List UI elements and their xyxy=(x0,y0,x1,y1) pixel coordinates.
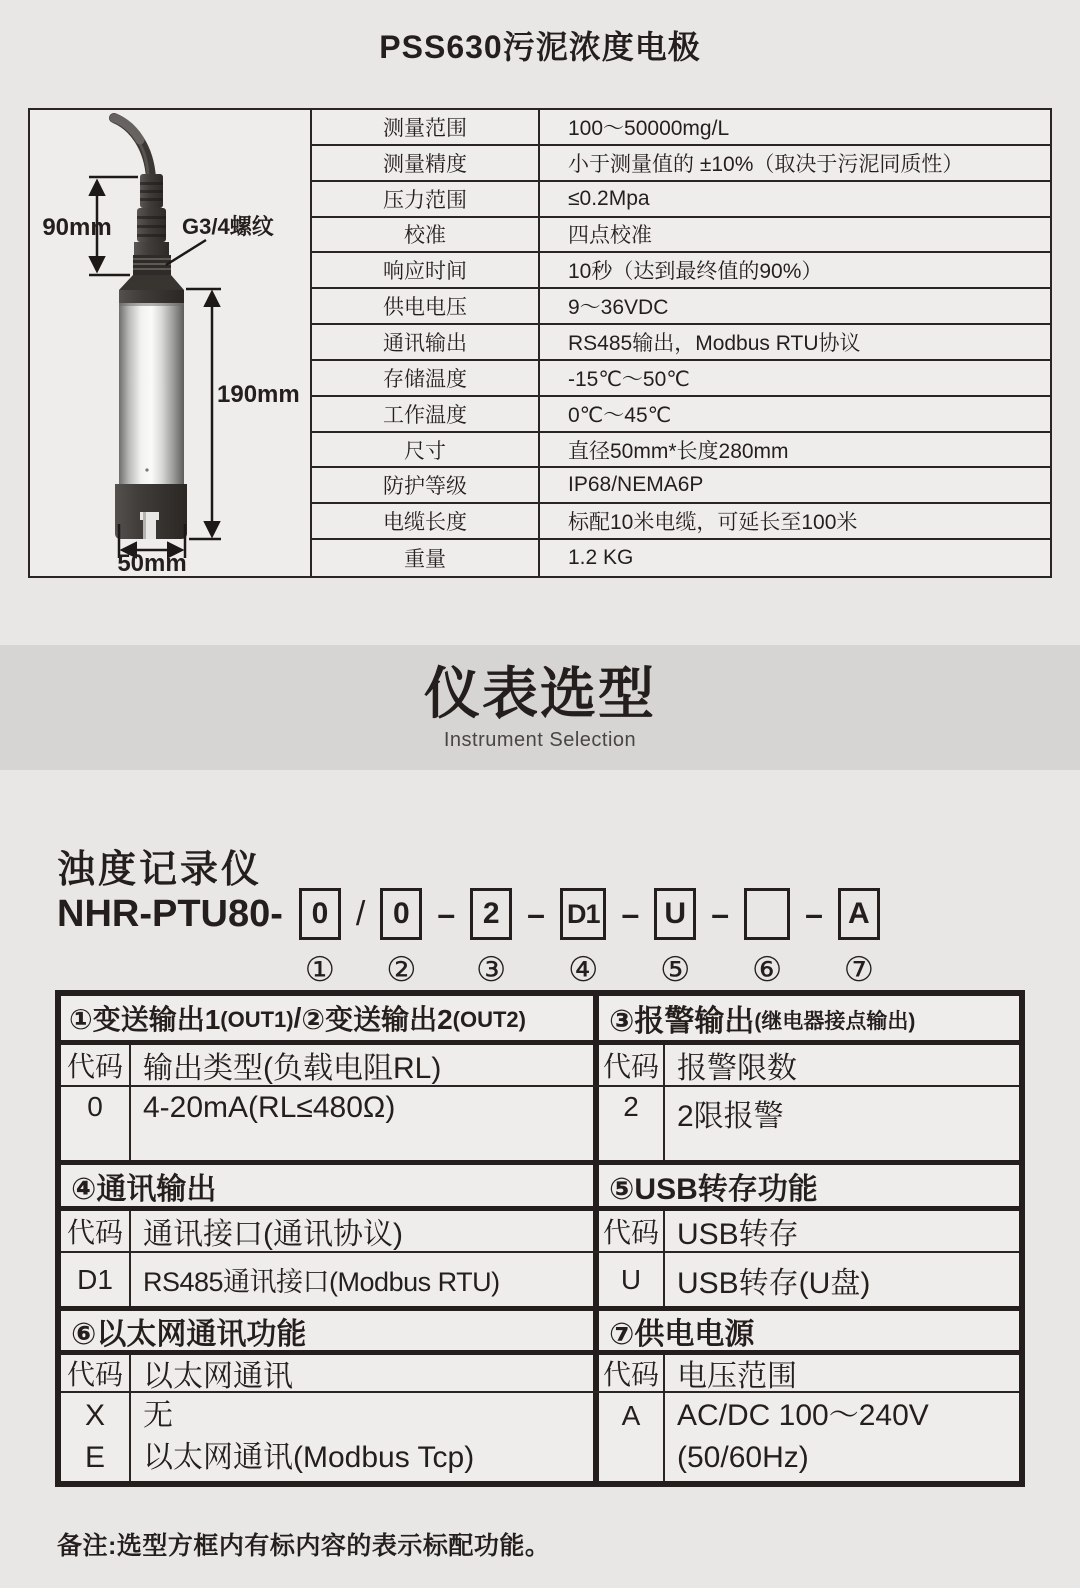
power-code-a: A xyxy=(621,1400,641,1431)
code-column-label: 代码 xyxy=(599,1045,665,1085)
spec-rows xyxy=(310,110,1050,576)
power-code xyxy=(599,1393,665,1481)
spec-row xyxy=(312,504,1050,540)
spec-row xyxy=(312,397,1050,433)
output-type-header: 输出类型(负载电阻RL) xyxy=(131,1045,599,1085)
sensor-top-band xyxy=(119,290,184,303)
code-box-1: 0 xyxy=(299,888,341,940)
header-out2-main: ②变送输出2 xyxy=(301,1004,453,1035)
ethernet-code-e: E xyxy=(84,1441,105,1474)
header-power-supply: ⑦供电电源 xyxy=(609,1317,755,1350)
separator-dash: – xyxy=(621,896,640,932)
circle-number-5: ⑤ xyxy=(660,951,691,989)
spec-value: 10秒（达到最终值的90%） xyxy=(568,260,823,284)
spec-value: 小于测量值的 ±10%（取决于污泥同质性） xyxy=(568,152,964,176)
spec-row xyxy=(312,253,1050,289)
spec-value: -15℃～50℃ xyxy=(568,367,690,391)
selection-subheader-row-2 xyxy=(61,1211,1019,1253)
power-value-freq: (50/60Hz) xyxy=(677,1441,809,1474)
spec-value: 9～36VDC xyxy=(568,296,669,320)
spec-row xyxy=(312,468,1050,504)
dim-50mm-label: 50mm xyxy=(117,550,187,574)
selection-data-row-2 xyxy=(61,1253,1019,1311)
model-position-2 xyxy=(380,888,422,988)
comm-value: RS485通讯接口(Modbus RTU) xyxy=(131,1253,599,1306)
banner-title: 仪表选型 xyxy=(424,662,656,725)
sensor-illustration xyxy=(30,110,310,574)
sensor-bottom-cap xyxy=(115,484,187,539)
ethernet-codes xyxy=(61,1393,131,1481)
power-values xyxy=(665,1393,1019,1481)
code-column-label: 代码 xyxy=(599,1211,665,1251)
comm-interface-header: 通讯接口(通讯协议) xyxy=(131,1211,599,1251)
selection-header-row-1 xyxy=(61,996,1019,1045)
circle-number-3: ③ xyxy=(475,951,507,989)
ethernet-header: 以太网通讯 xyxy=(131,1355,599,1391)
header-ethernet: ⑥以太网通讯功能 xyxy=(61,1311,599,1350)
spec-label: 存储温度 xyxy=(312,361,540,395)
spec-row xyxy=(312,325,1050,361)
spec-value: RS485输出，Modbus RTU协议 xyxy=(568,331,861,355)
spec-row xyxy=(312,218,1050,254)
voltage-header: 电压范围 xyxy=(677,1360,797,1391)
section-banner xyxy=(0,645,1080,770)
model-position-7 xyxy=(838,888,880,988)
spec-label: 尺寸 xyxy=(312,433,540,467)
selection-table xyxy=(55,990,1025,1487)
spec-label: 电缆长度 xyxy=(312,504,540,538)
header-alarm-small: (继电器接点输出) xyxy=(754,1010,916,1033)
separator-dash: – xyxy=(437,896,456,932)
code-box-6-empty xyxy=(744,888,790,940)
spec-value: IP68/NEMA6P xyxy=(568,473,704,497)
spec-row xyxy=(312,289,1050,325)
thread-label: G3/4螺纹 xyxy=(182,214,274,239)
code-box-7: A xyxy=(838,888,880,940)
footnote: 备注:选型方框内有标内容的表示标配功能。 xyxy=(57,1532,551,1560)
header-out1-small: (OUT1) xyxy=(220,1007,294,1032)
selection-data-row-1 xyxy=(61,1087,1019,1165)
circle-number-4: ④ xyxy=(567,951,599,989)
usb-code: U xyxy=(599,1253,665,1306)
separator-slash: / xyxy=(355,895,366,933)
usb-header: USB转存 xyxy=(677,1218,799,1251)
alarm-value: 2限报警 xyxy=(677,1100,784,1133)
sensor-connector xyxy=(134,174,169,255)
thread-leader-line xyxy=(166,240,206,265)
header-alarm-main: ③报警输出 xyxy=(609,1005,755,1038)
output-value: 4-20mA(RL≤480Ω) xyxy=(131,1087,599,1160)
model-position-5 xyxy=(654,888,696,988)
dim-190mm xyxy=(186,289,221,539)
spec-label: 供电电压 xyxy=(312,289,540,323)
code-box-2: 0 xyxy=(380,888,422,940)
spec-label: 防护等级 xyxy=(312,468,540,502)
model-code-line xyxy=(57,888,880,988)
selection-header-row-2 xyxy=(61,1165,1019,1211)
model-position-3 xyxy=(470,888,512,988)
selection-header-row-3 xyxy=(61,1311,1019,1355)
model-prefix: NHR-PTU80- xyxy=(57,893,283,935)
spec-label: 压力范围 xyxy=(312,182,540,216)
circle-number-7: ⑦ xyxy=(843,951,875,989)
output-code: 0 xyxy=(61,1087,131,1160)
ethernet-values xyxy=(131,1393,599,1481)
code-column-label: 代码 xyxy=(61,1355,131,1391)
spec-row xyxy=(312,433,1050,469)
circle-number-2: ② xyxy=(386,951,417,989)
code-column-label: 代码 xyxy=(61,1211,131,1251)
header-slash: / xyxy=(293,1002,302,1033)
spec-value: 1.2 KG xyxy=(568,546,634,570)
spec-label: 工作温度 xyxy=(312,397,540,431)
code-box-5: U xyxy=(654,888,696,940)
spec-label: 响应时间 xyxy=(312,253,540,287)
sensor-thread xyxy=(133,255,171,275)
spec-value: ≤0.2Mpa xyxy=(568,186,650,210)
model-position-1 xyxy=(299,888,341,988)
sensor-shoulder xyxy=(119,275,184,290)
sensor-body xyxy=(119,303,184,484)
header-out2-small: (OUT2) xyxy=(452,1007,526,1032)
dim-90mm-label: 90mm xyxy=(42,214,112,241)
power-value-voltage: AC/DC 100～240V xyxy=(677,1399,929,1432)
code-box-4: D1 xyxy=(560,888,607,940)
dim-190mm-label: 190mm xyxy=(217,381,300,408)
spec-label: 测量精度 xyxy=(312,146,540,180)
page-title: PSS630污泥浓度电极 xyxy=(379,29,701,65)
header-comm-output: ④通讯输出 xyxy=(61,1165,599,1206)
circle-number-1: ① xyxy=(304,951,336,989)
banner-subtitle: Instrument Selection xyxy=(443,729,637,751)
selection-subheader-row-3 xyxy=(61,1355,1019,1393)
spec-row xyxy=(312,182,1050,218)
header-alarm-output xyxy=(599,996,1019,1040)
circle-number-6: ⑥ xyxy=(751,951,783,989)
selection-data-row-3 xyxy=(61,1393,1019,1481)
spec-row xyxy=(312,361,1050,397)
separator-dash: – xyxy=(711,896,730,932)
spec-table xyxy=(28,108,1052,578)
spec-label: 通讯输出 xyxy=(312,325,540,359)
spec-value: 100～50000mg/L xyxy=(568,116,730,140)
spec-value: 0℃～45℃ xyxy=(568,403,672,427)
header-usb-function: ⑤USB转存功能 xyxy=(609,1172,818,1206)
ethernet-value-tcp: 以太网通讯(Modbus Tcp) xyxy=(143,1441,475,1474)
header-out1-out2 xyxy=(61,996,599,1040)
product-figure xyxy=(30,110,310,576)
comm-code: D1 xyxy=(61,1253,131,1306)
alarm-limit-header: 报警限数 xyxy=(677,1052,797,1085)
spec-row xyxy=(312,110,1050,146)
code-column-label: 代码 xyxy=(61,1045,131,1085)
alarm-code: 2 xyxy=(599,1087,665,1160)
spec-value: 直径50mm*长度280mm xyxy=(568,439,789,463)
code-column-label: 代码 xyxy=(599,1355,665,1391)
model-position-6 xyxy=(744,888,790,988)
code-box-3: 2 xyxy=(470,888,512,940)
spec-label: 校准 xyxy=(312,218,540,252)
separator-dash: – xyxy=(805,896,823,932)
spec-row xyxy=(312,540,1050,576)
spec-row xyxy=(312,146,1050,182)
spec-label: 重量 xyxy=(312,540,540,576)
separator-dash: – xyxy=(527,896,545,932)
spec-value: 标配10米电缆，可延长至100米 xyxy=(568,511,858,535)
ethernet-code-x: X xyxy=(84,1399,105,1432)
model-position-4 xyxy=(560,888,607,988)
selection-subheader-row-1 xyxy=(61,1045,1019,1087)
header-out1-main: ①变送输出1 xyxy=(69,1004,221,1035)
spec-label: 测量范围 xyxy=(312,110,540,144)
product-name: 浊度记录仪 xyxy=(57,849,263,891)
ethernet-value-none: 无 xyxy=(143,1399,173,1432)
usb-value: USB转存(U盘) xyxy=(677,1266,871,1300)
spec-value: 四点校准 xyxy=(568,224,652,248)
